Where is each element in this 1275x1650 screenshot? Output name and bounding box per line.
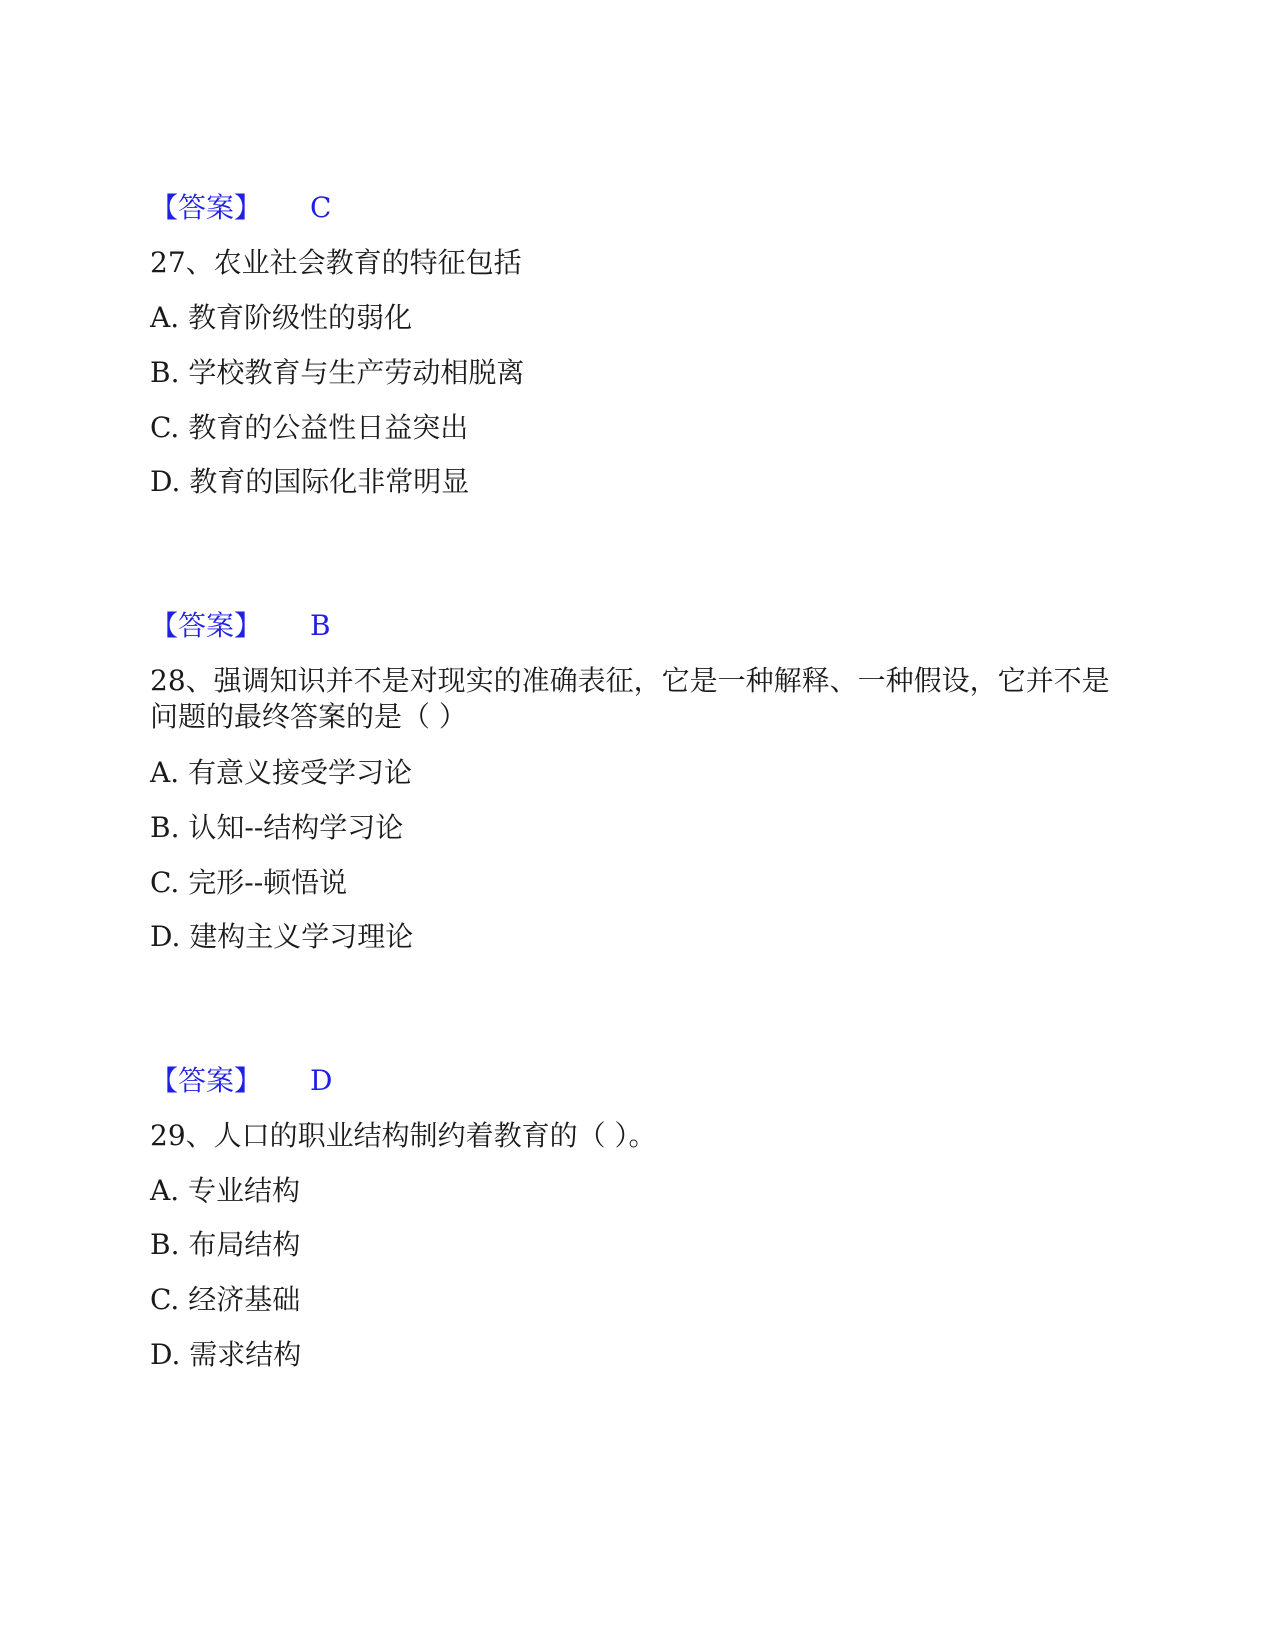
- option-d: D. 建构主义学习理论: [150, 920, 414, 953]
- option-a: A. 教育阶级性的弱化: [150, 301, 413, 334]
- answer-line: [150, 1063, 333, 1099]
- option-b: B. 布局结构: [150, 1228, 301, 1261]
- answer-letter: D: [310, 1064, 333, 1097]
- option-a: A. 有意义接受学习论: [150, 756, 413, 789]
- option-b: B. 学校教育与生产劳动相脱离: [150, 356, 525, 389]
- option-b: B. 认知--结构学习论: [150, 811, 404, 844]
- answer-label: 【答案】: [150, 1064, 263, 1097]
- answer-label: 【答案】: [150, 191, 263, 224]
- answer-letter: C: [310, 191, 332, 224]
- option-d: D. 需求结构: [150, 1338, 302, 1371]
- option-c: C. 经济基础: [150, 1283, 301, 1316]
- option-c: C. 完形--顿悟说: [150, 866, 348, 899]
- option-d: D. 教育的国际化非常明显: [150, 465, 470, 498]
- question-text: 28、强调知识并不是对现实的准确表征，它是一种解释、一种假设，它并不是问题的最终答案的是（ ）: [150, 664, 1110, 733]
- question-text: 27、农业社会教育的特征包括: [150, 246, 522, 279]
- answer-label: 【答案】: [150, 609, 263, 642]
- answer-line: [150, 190, 332, 226]
- answer-line: [150, 608, 331, 644]
- option-c: C. 教育的公益性日益突出: [150, 411, 469, 444]
- answer-letter: B: [310, 609, 331, 642]
- question-text: 29、人口的职业结构制约着教育的（ ）。: [150, 1119, 657, 1152]
- option-a: A. 专业结构: [150, 1174, 301, 1207]
